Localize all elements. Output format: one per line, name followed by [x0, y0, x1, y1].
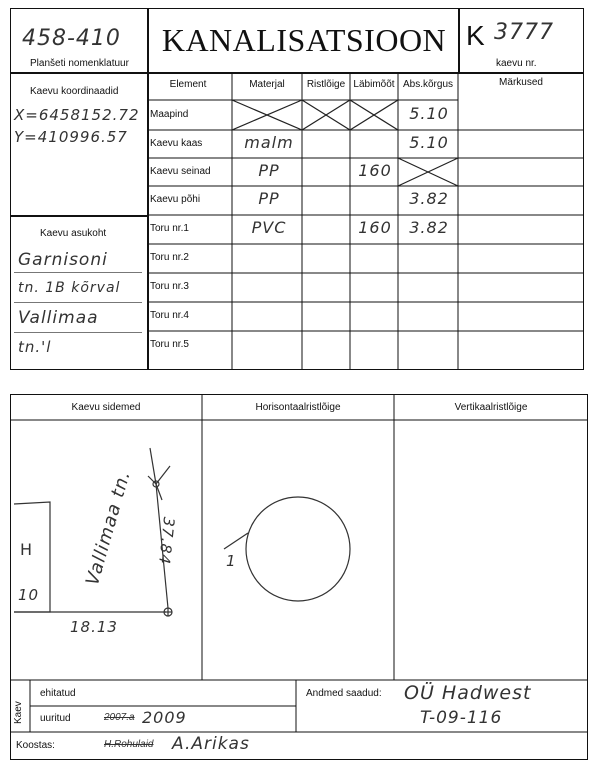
cross-section-circle — [246, 497, 350, 601]
compiled-label: Koostas: — [16, 740, 55, 751]
sketch-building-number: 10 — [18, 586, 40, 604]
row-abs-height: 3.82 — [409, 218, 449, 237]
location-line: Garnisoni — [18, 250, 108, 270]
row-material: malm — [244, 133, 294, 152]
location-line: tn. 1B kõrval — [18, 280, 121, 296]
section-header-horizontal: Horisontaalristlõige — [255, 402, 341, 413]
row-element: Kaevu põhi — [150, 194, 201, 205]
section-header-vertical: Vertikaalristlõige — [454, 402, 528, 413]
location-line: Vallimaa — [18, 308, 99, 328]
row-element: Toru nr.1 — [150, 223, 189, 234]
row-material: PP — [258, 189, 280, 208]
sketch-street-name: Vallimaa tn. — [82, 467, 135, 588]
header-cross-section: Ristlõige — [306, 79, 346, 90]
data-from-value: OÜ Hadwest — [404, 682, 532, 704]
well-sketch — [14, 448, 350, 616]
row-diameter: 160 — [358, 161, 392, 180]
data-from-label: Andmed saadud: — [306, 688, 382, 699]
row-diameter: 160 — [358, 218, 392, 237]
location-line: tn.'l — [18, 338, 52, 356]
row-material: PVC — [251, 218, 287, 237]
surveyed-year: 2009 — [142, 708, 187, 727]
header-abs-height: Abs.kõrgus — [402, 79, 454, 90]
page-title: KANALISATSIOON — [161, 22, 447, 58]
row-material: PP — [258, 161, 280, 180]
row-abs-height: 5.10 — [409, 133, 449, 152]
side-label: Kaev — [13, 701, 24, 724]
compiled-old-name: H.Rohulaid — [104, 739, 154, 750]
coordinates-label: Kaevu koordinaadid — [30, 86, 119, 97]
x-coordinate: X=6458152.72 — [14, 106, 140, 124]
row-element: Kaevu seinad — [150, 166, 211, 177]
well-prefix: K — [466, 20, 485, 51]
header-notes: Märkused — [499, 77, 543, 88]
surveyed-label: uuritud — [40, 713, 71, 724]
row-element: Maapind — [150, 109, 189, 120]
built-label: ehitatud — [40, 688, 76, 699]
row-abs-height: 3.82 — [409, 189, 449, 208]
y-coordinate: Y=410996.57 — [14, 128, 128, 146]
sketch-building-letter: H — [20, 540, 34, 559]
well-number: 3777 — [494, 20, 554, 45]
nomenclature-value: 458-410 — [22, 26, 121, 51]
row-element: Toru nr.2 — [150, 252, 189, 263]
row-element: Toru nr.5 — [150, 339, 189, 350]
sketch-distance-vertical: 37.84 — [155, 516, 178, 566]
location-label: Kaevu asukoht — [40, 228, 107, 239]
row-element: Toru nr.3 — [150, 281, 189, 292]
surveyed-old-year: 2007.a — [104, 712, 135, 723]
well-number-label: kaevu nr. — [496, 58, 537, 69]
header-material: Materjal — [249, 79, 285, 90]
data-from-reference: T-09-116 — [420, 708, 503, 728]
sketch-pipe-number: 1 — [226, 552, 237, 570]
row-abs-height: 5.10 — [409, 104, 449, 123]
row-element: Kaevu kaas — [150, 138, 203, 149]
sketch-distance-horizontal: 18.13 — [70, 618, 118, 636]
nomenclature-label: Planšeti nomenklatuur — [30, 58, 129, 69]
header-element: Element — [169, 79, 207, 90]
compiled-name: A.Arikas — [172, 734, 250, 754]
section-header-connections: Kaevu sidemed — [71, 402, 141, 413]
header-diameter: Läbimõõt — [353, 79, 395, 90]
row-element: Toru nr.4 — [150, 310, 189, 321]
